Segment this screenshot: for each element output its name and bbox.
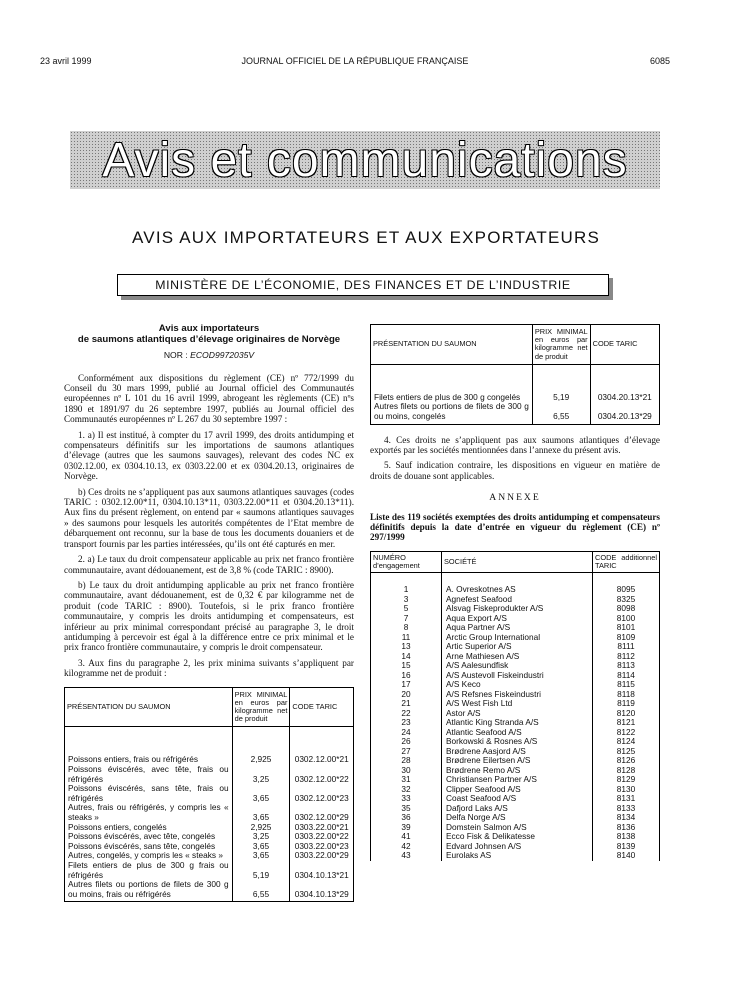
company-name: Atlantic King Stranda A/S: [442, 718, 593, 728]
company-name: Coast Seafood A/S: [442, 794, 593, 804]
taric-code: 8139: [593, 842, 660, 852]
annexe-list-title: Liste des 119 sociétés exemptées des droits antidumping et compensateurs définitifs depuis la date d’entrée en vigueur du règlement (CE) nº 297/1999: [370, 511, 660, 543]
engagement-number: 39: [371, 823, 442, 833]
taric-code: 8131: [593, 794, 660, 804]
nor-reference: [64, 350, 354, 360]
table-row: Autres, congelés, y compris les « steaks » 3,65 0303.22.00*29: [65, 851, 354, 861]
column-header: PRIX MINIMAL en euros par kilogramme net de produit: [532, 325, 590, 365]
column-header: SOCIÉTÉ: [442, 551, 593, 572]
companies-table: [370, 551, 660, 861]
company-name: Ecco Fisk & Delikatesse: [442, 832, 593, 842]
table-row: Poissons éviscérés, sans tête, congelés 3,65 0303.22.00*23: [65, 842, 354, 852]
taric-code: 8098: [593, 604, 660, 614]
engagement-number: 11: [371, 633, 442, 643]
table-row: Autres filets ou portions de filets de 300 g ou moins, congelés 6,55 0304.20.13*29: [371, 402, 660, 424]
company-name: Atlantic Seafood A/S: [442, 728, 593, 738]
taric-code: 8138: [593, 832, 660, 842]
taric-code: 8121: [593, 718, 660, 728]
engagement-number: 24: [371, 728, 442, 738]
taric-code: 8115: [593, 680, 660, 690]
engagement-number: 41: [371, 832, 442, 842]
column-header: CODE TARIC: [290, 687, 354, 727]
company-name: Agnefest Seafood: [442, 595, 593, 605]
header-journal: JOURNAL OFFICIEL DE LA RÉPUBLIQUE FRANÇAISE: [241, 56, 469, 66]
engagement-number: 8: [371, 623, 442, 633]
table-row: Filets entiers de plus de 300 g frais ou réfrigérés 5,19 0304.10.13*21: [65, 861, 354, 880]
engagement-number: 17: [371, 680, 442, 690]
company-name: A/S Refsnes Fiskeindustri: [442, 690, 593, 700]
company-name: A/S Aalesundfisk: [442, 661, 593, 671]
price-table: [64, 687, 354, 903]
company-name: Borkowski & Rosnes A/S: [442, 737, 593, 747]
column-header: PRIX MINIMAL en euros par kilogramme net de produit: [232, 687, 290, 727]
company-name: Aqua Export A/S: [442, 614, 593, 624]
company-name: Brødrene Aasjord A/S: [442, 747, 593, 757]
taric-code: 8120: [593, 709, 660, 719]
engagement-number: 20: [371, 690, 442, 700]
company-name: Edvard Johnsen A/S: [442, 842, 593, 852]
taric-code: 8136: [593, 823, 660, 833]
engagement-number: 31: [371, 775, 442, 785]
engagement-number: 21: [371, 699, 442, 709]
taric-code: 8112: [593, 652, 660, 662]
company-name: Alsvag Fiskeprodukter A/S: [442, 604, 593, 614]
engagement-number: 15: [371, 661, 442, 671]
company-name: Brødrene Eilertsen A/S: [442, 756, 593, 766]
taric-code: 8118: [593, 690, 660, 700]
company-name: Dafjord Laks A/S: [442, 804, 593, 814]
engagement-number: 23: [371, 718, 442, 728]
notice-title-1: Avis aux importateurs: [158, 323, 260, 334]
engagement-number: 33: [371, 794, 442, 804]
engagement-number: 35: [371, 804, 442, 814]
paragraph: 2. a) Le taux du droit compensateur applicable au prix net franco frontière communautaire, avant dédouanement, est de 3,8 % (code TARIC : 8900).: [64, 554, 354, 575]
company-name: Brødrene Remo A/S: [442, 766, 593, 776]
engagement-number: 14: [371, 652, 442, 662]
taric-code: 8126: [593, 756, 660, 766]
header-date: 23 avril 1999: [40, 56, 92, 66]
taric-code: 8125: [593, 747, 660, 757]
right-column: [370, 324, 660, 861]
company-name: Astor A/S: [442, 709, 593, 719]
paragraph: b) Le taux du droit antidumping applicable au prix net franco frontière communautaire, avant dédouanement, est de 0,32 € par kilogramme net de produit (code TARIC : 8900). Toutefois, si le prix franco frontière communautaire, y compris les droits antidumping et compensateurs, est inférieur au prix minimal correspondant précisé au paragraphe 3, le droit antidumping à percevoir est égal à la différence entre ce prix minimal et le prix franco frontière communautaire, y compris le droit compensateur.: [64, 579, 354, 653]
column-header: CODE additionnel TARIC: [593, 551, 660, 572]
table-row: Autres filets ou portions de filets de 300 g ou moins, frais ou réfrigérés 6,55 0304.10.13*29: [65, 880, 354, 902]
engagement-number: 3: [371, 595, 442, 605]
company-name: A/S Austevoll Fiskeindustri: [442, 671, 593, 681]
taric-code: 8122: [593, 728, 660, 738]
engagement-number: 1: [371, 585, 442, 595]
table-row: Poissons entiers, congelés 2,925 0303.22.00*21: [65, 823, 354, 833]
column-header: CODE TARIC: [590, 325, 659, 365]
paragraph: Conformément aux dispositions du règlement (CE) nº 772/1999 du Conseil du 30 mars 1999, publié au Journal officiel des Communautés européennes nº L 101 du 16 avril 1999, abrogeant les règlements (CE) nºs 1890 et 1891/97 du 26 septembre 1997, publiés au Journal officiel des Communautés européennes nº L 267 du 30 septembre 1997 :: [64, 372, 354, 425]
engagement-number: 5: [371, 604, 442, 614]
company-name: Domstein Salmon A/S: [442, 823, 593, 833]
price-table-continued: [370, 324, 660, 425]
engagement-number: 43: [371, 851, 442, 861]
left-column: [64, 324, 354, 902]
company-name: Christiansen Partner A/S: [442, 775, 593, 785]
table-row: Filets entiers de plus de 300 g congelés 5,19 0304.20.13*21: [371, 393, 660, 403]
engagement-number: 30: [371, 766, 442, 776]
engagement-number: 32: [371, 785, 442, 795]
paragraph: 3. Aux fins du paragraphe 2, les prix minima suivants s’appliquent par kilogramme net de produit :: [64, 657, 354, 679]
engagement-number: 26: [371, 737, 442, 747]
taric-code: 8109: [593, 633, 660, 643]
company-name: A. Ovreskotnes AS: [442, 585, 593, 595]
table-row: Autres, frais ou réfrigérés, y compris les « steaks » 3,65 0302.12.00*29: [65, 803, 354, 822]
paragraph: 1. a) Il est institué, à compter du 17 avril 1999, des droits antidumping et compensateurs définitifs sur les importations de saumons atlantiques d’élevage (autres que les saumons sauvages), relevant des codes NC ex 0302.12.00, ex 0304.10.13, ex 0303.22.00 et ex 0304.20.13, originaires de Norvège.: [64, 429, 354, 482]
company-name: A/S West Fish Ltd: [442, 699, 593, 709]
taric-code: 8134: [593, 813, 660, 823]
taric-code: 8119: [593, 699, 660, 709]
taric-code: 8111: [593, 642, 660, 652]
paragraph: b) Ces droits ne s’appliquent pas aux saumons atlantiques sauvages (codes TARIC : 0302.12.00*11, 0304.10.13*11, 0303.22.00*11 et 0304.20.13*11). Aux fins du présent règlement, on entend par « saumons atlantiques sauvages » des saumons pour lesquels les autorités compétentes de l’Etat membre de débarquement ont reconnu, sur la base de tous les documents douaniers et de transport fournis par les parties intéressées, qu’ils ont été capturés en mer.: [64, 486, 354, 549]
engagement-number: 42: [371, 842, 442, 852]
header-page-number: 6085: [649, 56, 670, 66]
column-header: NUMÉRO d’engagement: [371, 551, 442, 572]
company-name: Clipper Seafood A/S: [442, 785, 593, 795]
taric-code: 8140: [593, 851, 660, 861]
engagement-number: 16: [371, 671, 442, 681]
engagement-number: 13: [371, 642, 442, 652]
taric-code: 8128: [593, 766, 660, 776]
engagement-number: 27: [371, 747, 442, 757]
section-title: AVIS AUX IMPORTATEURS ET AUX EXPORTATEURS: [132, 228, 600, 247]
company-name: Arctic Group International: [442, 633, 593, 643]
table-row: Poissons éviscérés, avec tête, frais ou réfrigérés 3,25 0302.12.00*22: [65, 765, 354, 784]
taric-code: 8124: [593, 737, 660, 747]
table-row: Poissons entiers, frais ou réfrigérés 2,925 0302.12.00*21: [65, 755, 354, 765]
table-row: Poissons éviscérés, avec tête, congelés 3,25 0303.22.00*22: [65, 832, 354, 842]
taric-code: 8114: [593, 671, 660, 681]
banner-title: Avis et communications: [102, 134, 628, 187]
nor-label: NOR :: [163, 350, 188, 361]
company-name: Arne Mathiesen A/S: [442, 652, 593, 662]
paragraph: 4. Ces droits ne s’appliquent pas aux saumons atlantiques d’élevage exportés par les sociétés mentionnées dans l’annexe du présent avis.: [370, 434, 660, 455]
section-banner: [70, 131, 660, 189]
notice-title-2: de saumons atlantiques d’élevage originaires de Norvège: [77, 333, 341, 345]
table-row: Poissons éviscérés, sans tête, frais ou réfrigérés 3,65 0302.12.00*23: [65, 784, 354, 803]
company-name: A/S Keco: [442, 680, 593, 690]
column-header: PRÉSENTATION DU SAUMON: [371, 325, 533, 365]
paragraph: 5. Sauf indication contraire, les dispositions en vigueur en matière de droits de douane sont applicables.: [370, 460, 660, 481]
taric-code: 8133: [593, 804, 660, 814]
table-row: [371, 633, 660, 643]
company-name: Delfa Norge A/S: [442, 813, 593, 823]
engagement-number: 7: [371, 614, 442, 624]
taric-code: 8325: [593, 595, 660, 605]
engagement-number: 22: [371, 709, 442, 719]
ministry-box: MINISTÈRE DE L’ÉCONOMIE, DES FINANCES ET DE L’INDUSTRIE: [117, 274, 609, 296]
nor-code: ECOD9972035V: [190, 350, 255, 361]
company-name: Artic Superior A/S: [442, 642, 593, 652]
taric-code: 8113: [593, 661, 660, 671]
table-row: [371, 851, 660, 861]
company-name: Aqua Partner A/S: [442, 623, 593, 633]
engagement-number: 36: [371, 813, 442, 823]
engagement-number: 28: [371, 756, 442, 766]
taric-code: 8095: [593, 585, 660, 595]
taric-code: 8129: [593, 775, 660, 785]
annexe-heading: ANNEXE: [489, 492, 541, 504]
taric-code: 8100: [593, 614, 660, 624]
taric-code: 8130: [593, 785, 660, 795]
column-header: PRÉSENTATION DU SAUMON: [65, 687, 233, 727]
taric-code: 8101: [593, 623, 660, 633]
running-header: [40, 56, 670, 70]
company-name: Eurolaks AS: [442, 851, 593, 861]
